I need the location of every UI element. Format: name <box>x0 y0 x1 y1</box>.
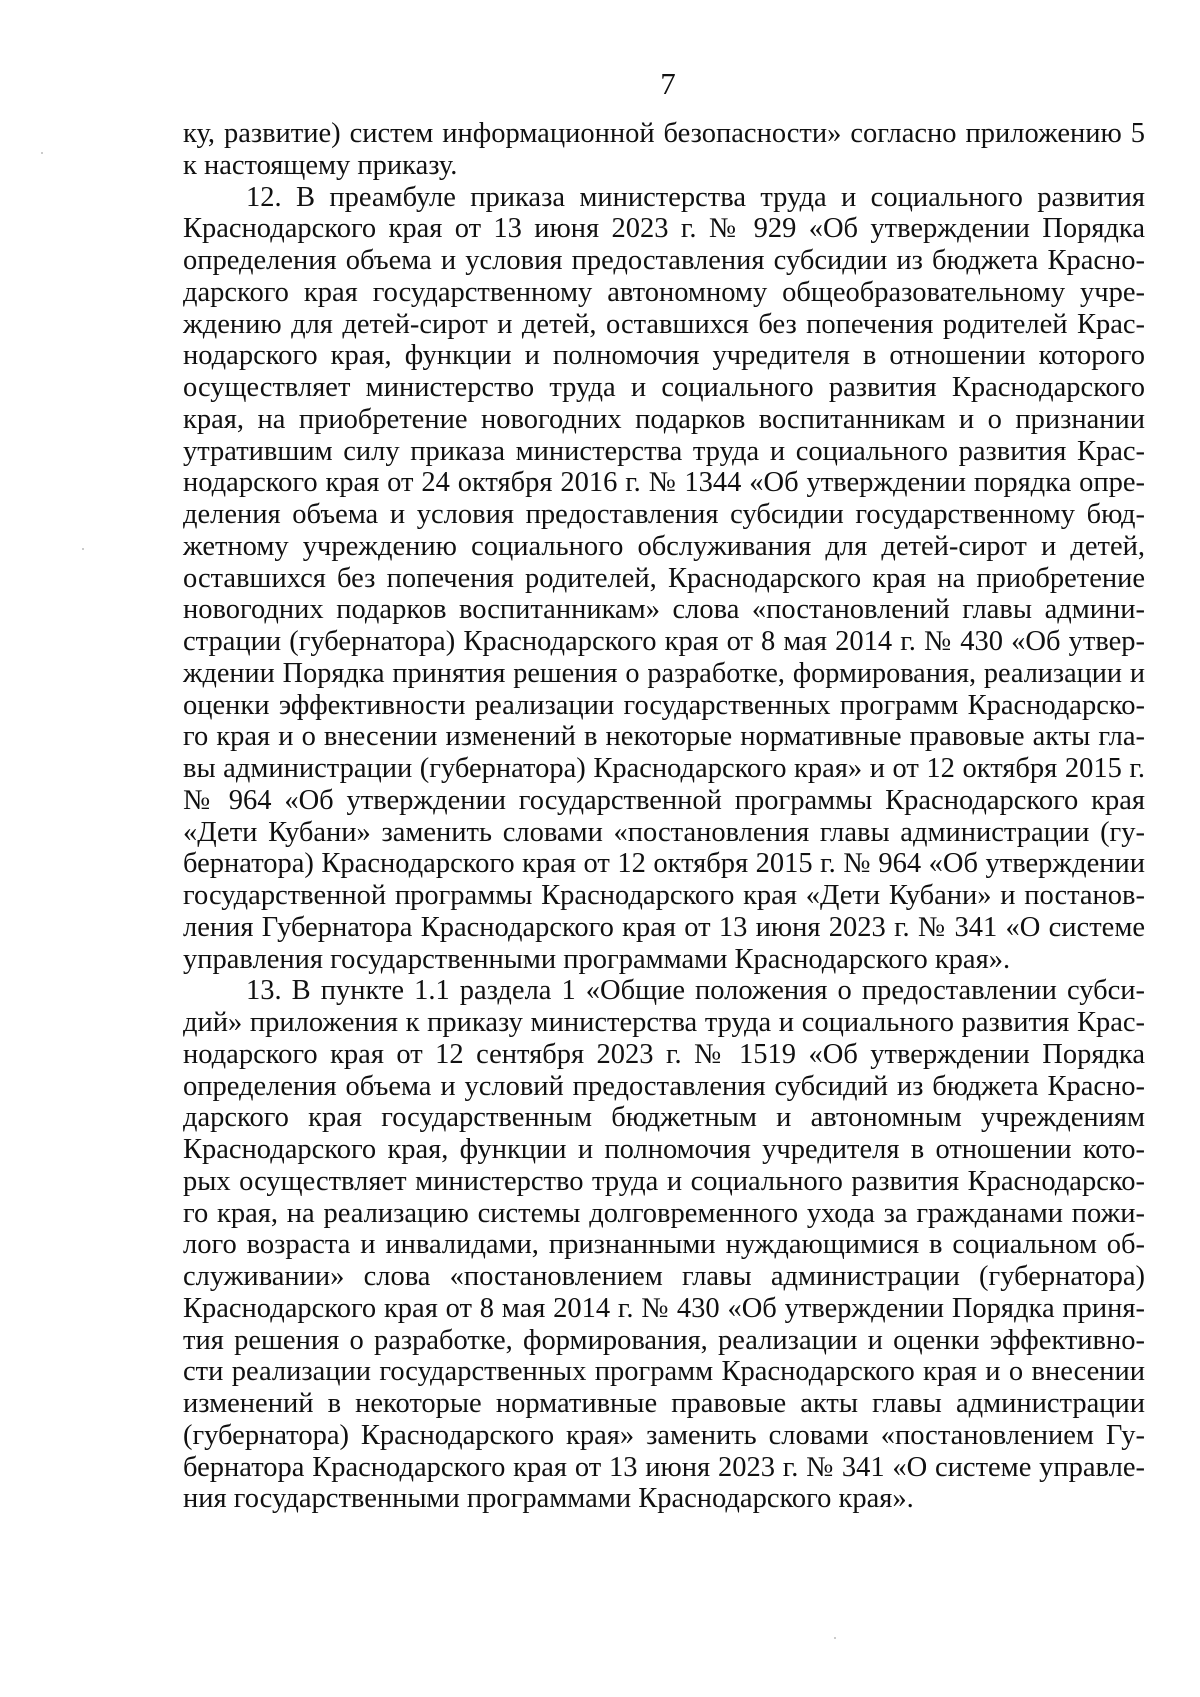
text-line: нодарского края от 12 сентября 2023 г. № 1519 «Об утверждении Порядка <box>183 1038 1145 1070</box>
text-line: (губернатора) Краснодарского края» заменить словами «постановлением Гу- <box>183 1419 1145 1451</box>
text-line: ления Губернатора Краснодарского края от 13 июня 2023 г. № 341 «О системе <box>183 911 1145 943</box>
text-line: страции (губернатора) Краснодарского края от 8 мая 2014 г. № 430 «Об утвер- <box>183 626 1145 657</box>
text-line: изменений в некоторые нормативные правовые акты главы администрации <box>183 1388 1145 1419</box>
text-line: лого возраста и инвалидами, признанными нуждающимися в социальном об- <box>183 1229 1145 1261</box>
text-line: бернатора Краснодарского края от 13 июня 2023 г. № 341 «О системе управле- <box>183 1451 1145 1483</box>
text-line: управления государственными программами Краснодарского края». <box>183 943 1011 975</box>
text-line: новогодних подарков воспитанникам» слова «постановлений главы админи- <box>183 594 1145 626</box>
page-number: 7 <box>660 66 676 101</box>
text-line: сти реализации государственных программ Краснодарского края и о внесении <box>183 1356 1145 1388</box>
scan-speck <box>834 1637 836 1639</box>
text-line: Краснодарского края от 13 июня 2023 г. № 929 «Об утверждении Порядка <box>183 213 1145 245</box>
text-line: нодарского края, функции и полномочия учредителя в отношении которого <box>183 340 1145 372</box>
text-line: 12. В преамбуле приказа министерства труда и социального развития <box>246 181 1145 213</box>
scan-speck <box>82 548 84 550</box>
text-line: Краснодарского края, функции и полномочия учредителя в отношении кото- <box>183 1134 1145 1165</box>
text-line: дарского края государственному автономному общеобразовательному учре- <box>183 276 1145 308</box>
text-line: дий» приложения к приказу министерства труда и социального развития Крас- <box>183 1007 1145 1038</box>
document-body <box>183 118 1145 1515</box>
text-line: ния государственными программами Краснодарского края». <box>183 1483 914 1515</box>
text-line: «Дети Кубани» заменить словами «постановления главы администрации (гу- <box>183 816 1145 848</box>
text-line: ждении Порядка принятия решения о разработке, формирования, реализации и <box>183 657 1145 689</box>
text-line: тия решения о разработке, формирования, реализации и оценки эффективно- <box>183 1324 1145 1356</box>
text-line: Краснодарского края от 8 мая 2014 г. № 430 «Об утверждении Порядка приня- <box>183 1292 1145 1324</box>
text-line: к настоящему приказу. <box>183 149 458 181</box>
text-line: № 964 «Об утверждении государственной программы Краснодарского края <box>183 784 1145 816</box>
text-line: определения объема и условий предоставления субсидий из бюджета Красно- <box>183 1070 1145 1102</box>
text-line: определения объема и условия предоставления субсидии из бюджета Красно- <box>183 245 1145 276</box>
text-line: утратившим силу приказа министерства труда и социального развития Крас- <box>183 435 1145 467</box>
text-line: деления объема и условия предоставления субсидии государственному бюд- <box>183 499 1145 530</box>
text-line: го края, на реализацию системы долговременного ухода за гражданами пожи- <box>183 1197 1145 1229</box>
text-line: бернатора) Краснодарского края от 12 октября 2015 г. № 964 «Об утверждении <box>183 848 1145 880</box>
text-line: оставшихся без попечения родителей, Краснодарского края на приобретение <box>183 562 1145 594</box>
text-line: рых осуществляет министерство труда и социального развития Краснодарско- <box>183 1165 1145 1197</box>
text-line: жетному учреждению социального обслуживания для детей-сирот и детей, <box>183 530 1145 562</box>
text-line: ку, развитие) систем информационной безопасности» согласно приложению 5 <box>183 118 1145 149</box>
text-line: осуществляет министерство труда и социального развития Краснодарского <box>183 372 1145 403</box>
text-line: ждению для детей-сирот и детей, оставшихся без попечения родителей Крас- <box>183 308 1145 340</box>
text-line: служивании» слова «постановлением главы администрации (губернатора) <box>183 1261 1145 1292</box>
text-line: го края и о внесении изменений в некоторые нормативные правовые акты гла- <box>183 721 1145 753</box>
text-line: оценки эффективности реализации государственных программ Краснодарско- <box>183 689 1145 721</box>
text-line: нодарского края от 24 октября 2016 г. № 1344 «Об утверждении порядка опре- <box>183 467 1145 499</box>
text-line: дарского края государственным бюджетным и автономным учреждениям <box>183 1102 1145 1134</box>
text-line: края, на приобретение новогодних подарков воспитанникам и о признании <box>183 403 1145 435</box>
text-line: вы администрации (губернатора) Краснодарского края» и от 12 октября 2015 г. <box>183 753 1145 784</box>
text-line: государственной программы Краснодарского края «Дети Кубани» и постанов- <box>183 880 1145 911</box>
text-line: 13. В пункте 1.1 раздела 1 «Общие положения о предоставлении субси- <box>246 975 1145 1007</box>
scan-speck <box>41 152 43 154</box>
